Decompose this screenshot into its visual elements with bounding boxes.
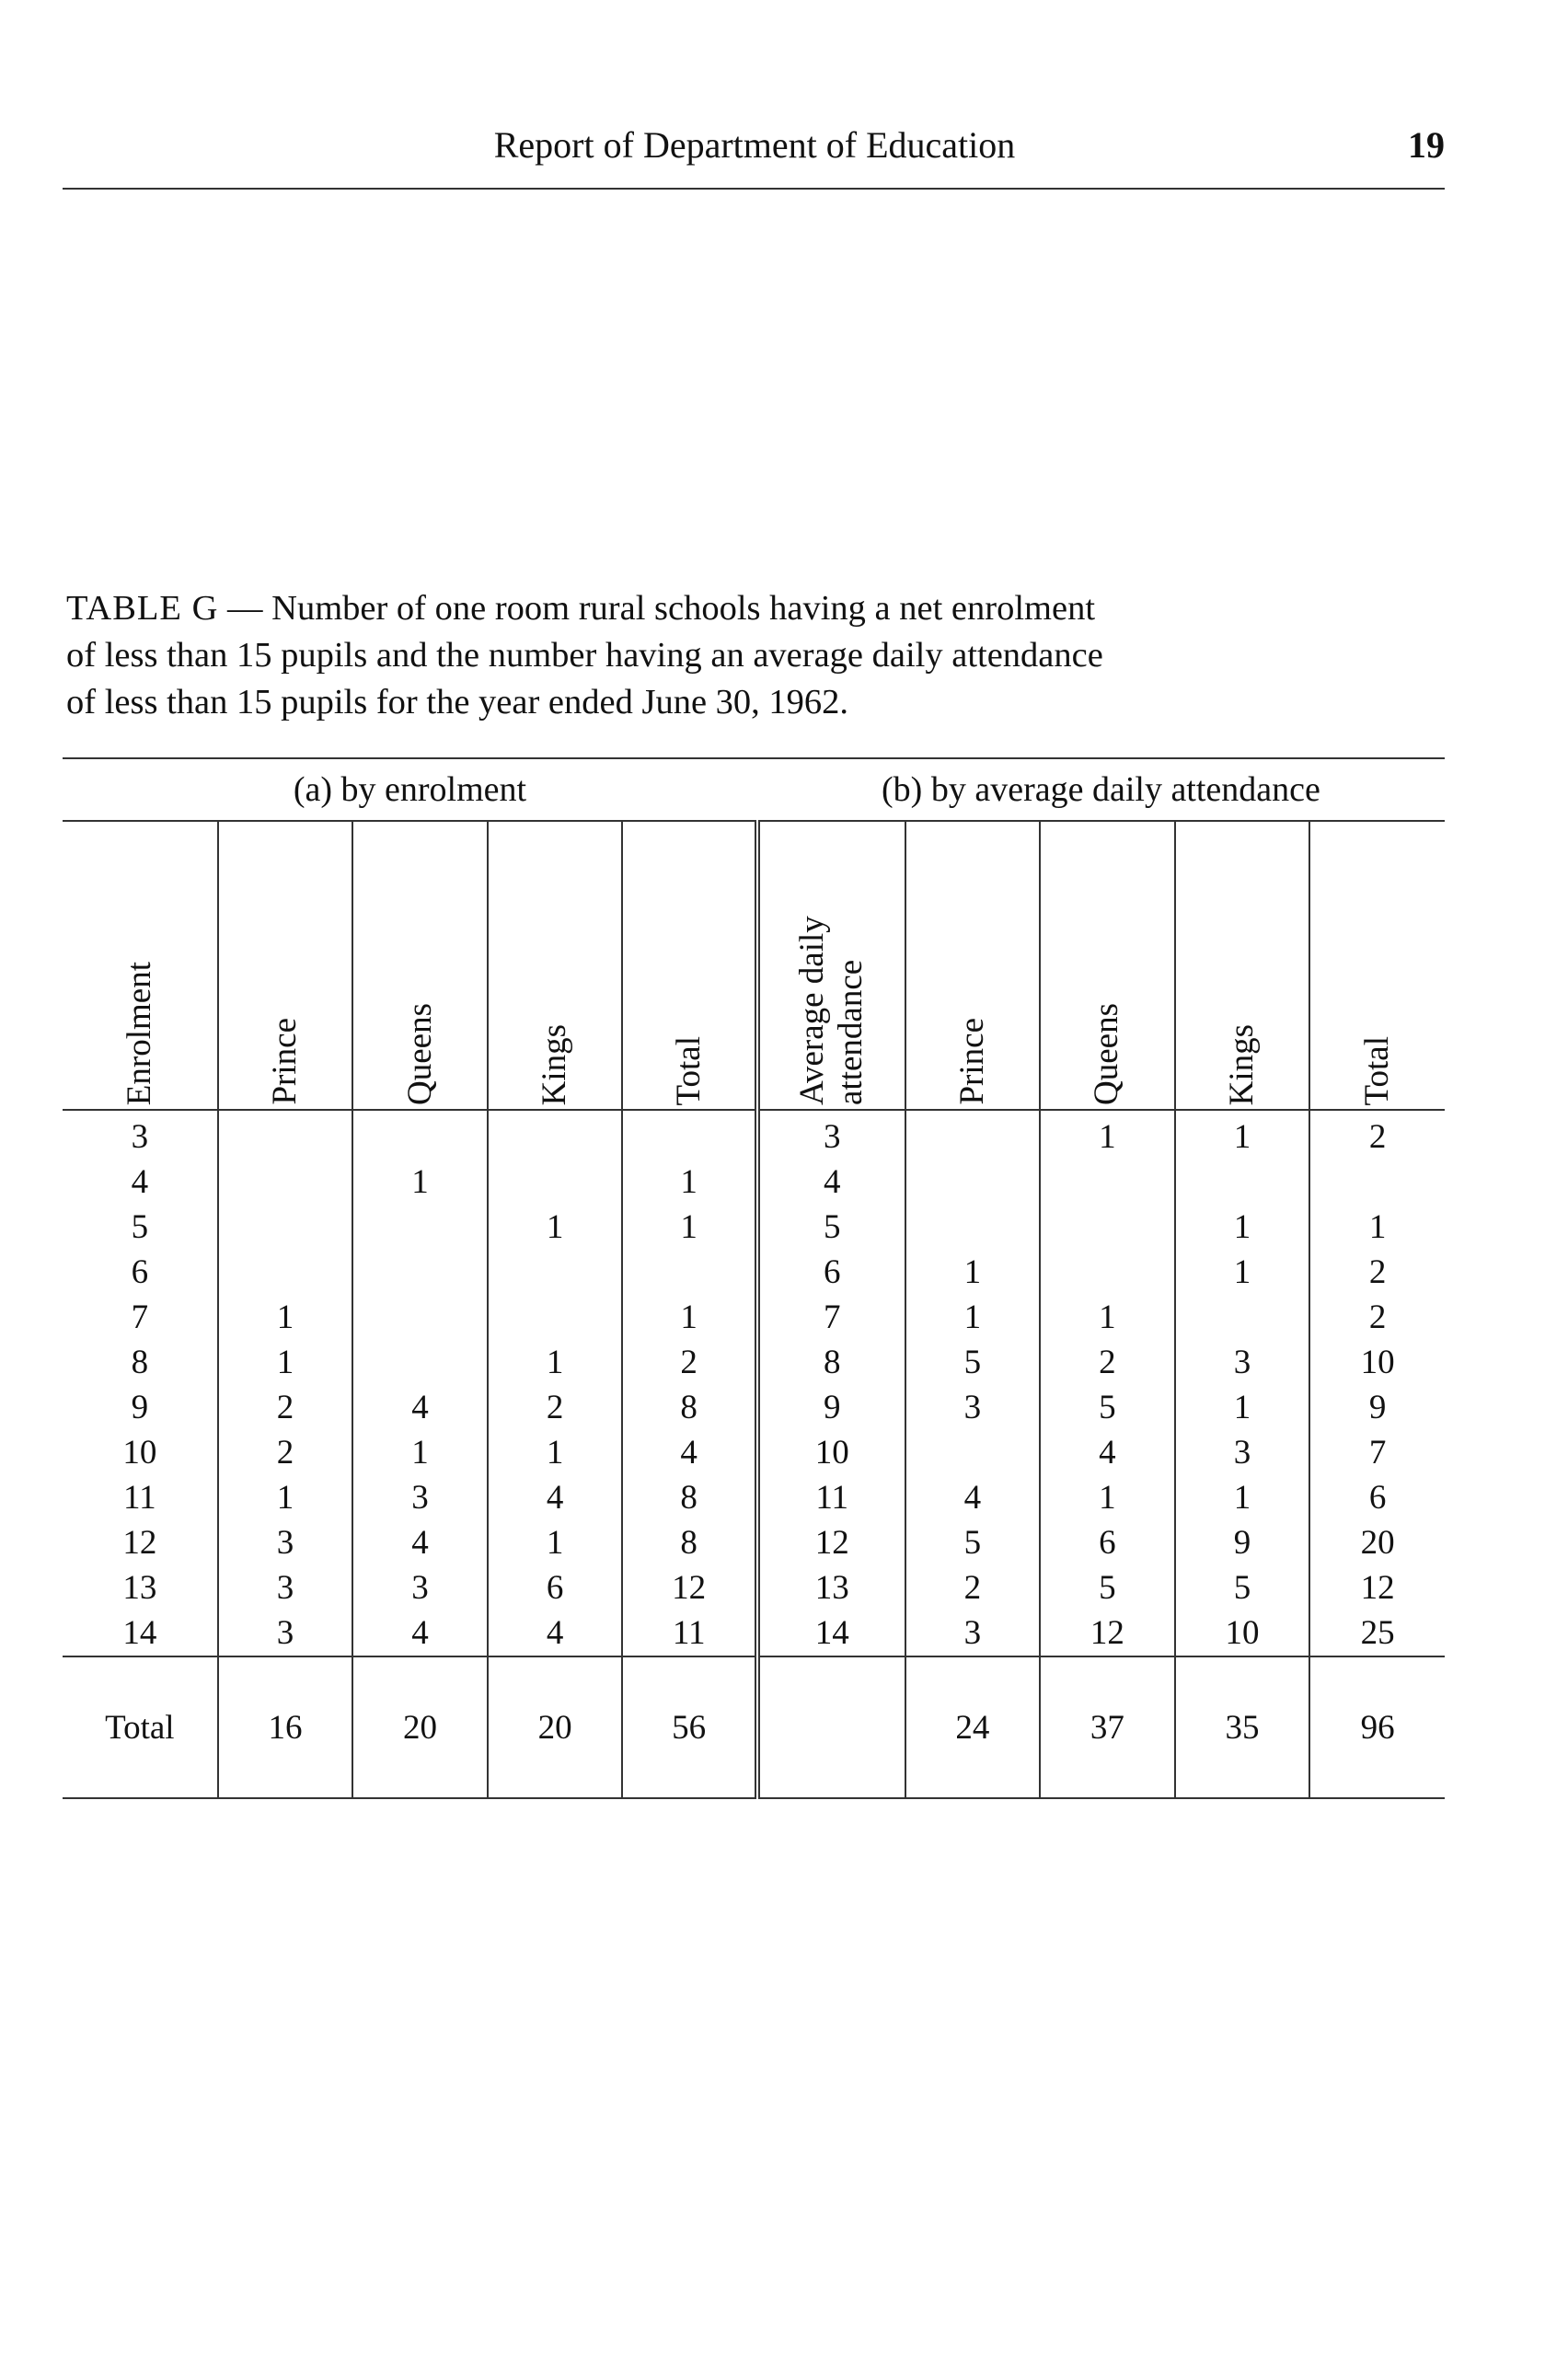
table-row	[63, 1250, 1445, 1295]
table-cell: 1	[352, 1430, 488, 1475]
table-cell	[757, 1656, 905, 1798]
table-cell: 9	[1175, 1520, 1310, 1565]
table-cell: 3	[218, 1565, 353, 1610]
table-cell: 25	[1309, 1610, 1445, 1656]
table-cell: 5	[905, 1520, 1041, 1565]
table-cell: 1	[1040, 1110, 1175, 1160]
table-cell: 1	[1175, 1385, 1310, 1430]
table-cell: 6	[757, 1250, 905, 1295]
column-header: Enrolment	[63, 821, 218, 1110]
table-cell: 6	[1040, 1520, 1175, 1565]
table-cell: 3	[1175, 1430, 1310, 1475]
group-header-enrolment: (a) by enrolment	[63, 758, 757, 821]
table-cell: 1	[218, 1340, 353, 1385]
table-cell	[488, 1250, 623, 1295]
table-cell	[488, 1110, 623, 1160]
table-row	[63, 1295, 1445, 1340]
table-row	[63, 1205, 1445, 1250]
column-header: Kings	[1175, 821, 1310, 1110]
table-cell: 20	[488, 1656, 623, 1798]
group-header-attendance: (b) by average daily attendance	[757, 758, 1445, 821]
table-footer	[63, 1656, 1445, 1798]
table-cell: 1	[1175, 1250, 1310, 1295]
header-rule	[63, 188, 1445, 190]
table-cell	[352, 1110, 488, 1160]
table-cell: 9	[1309, 1385, 1445, 1430]
table-cell: 12	[1309, 1565, 1445, 1610]
row-label: 5	[131, 1208, 149, 1246]
table-cell: 1	[1175, 1110, 1310, 1160]
caption-line-2: of less than 15 pupils and the number having an average daily attendance	[66, 636, 1103, 675]
table-cell: 2	[218, 1430, 353, 1475]
table-cell: 3	[352, 1475, 488, 1520]
table-cell: 8	[622, 1385, 757, 1430]
table-cell	[1309, 1160, 1445, 1205]
table-cell: 11	[757, 1475, 905, 1520]
table-cell: 5	[1040, 1565, 1175, 1610]
table-row	[63, 1160, 1445, 1205]
table-cell	[905, 1205, 1041, 1250]
table-cell: 13	[757, 1565, 905, 1610]
table-cell: 3	[218, 1520, 353, 1565]
row-label: 14	[122, 1614, 157, 1652]
table-cell: 2	[1040, 1340, 1175, 1385]
column-header: Queens	[352, 821, 488, 1110]
table-cell	[352, 1340, 488, 1385]
column-header-row	[63, 821, 1445, 1110]
table-cell: 3	[352, 1565, 488, 1610]
table-cell: 4	[352, 1520, 488, 1565]
column-header: Total	[622, 821, 757, 1110]
table-cell	[1175, 1160, 1310, 1205]
column-header: Kings	[488, 821, 623, 1110]
table-cell: 1	[488, 1430, 623, 1475]
table-cell	[905, 1110, 1041, 1160]
table-cell: 4	[352, 1385, 488, 1430]
table-cell	[488, 1160, 623, 1205]
table-cell	[1040, 1250, 1175, 1295]
table-cell: 6	[488, 1565, 623, 1610]
table-cell: 4	[1040, 1430, 1175, 1475]
table-caption	[66, 585, 1447, 726]
table-cell: 1	[1040, 1295, 1175, 1340]
row-label: 7	[131, 1298, 149, 1336]
table-cell: 2	[1309, 1110, 1445, 1160]
page-number: 19	[1408, 124, 1445, 166]
table-cell: 2	[1309, 1250, 1445, 1295]
table-cell: 7	[1309, 1430, 1445, 1475]
table-cell: 8	[757, 1340, 905, 1385]
table-cell: 12	[622, 1565, 757, 1610]
table-row	[63, 1340, 1445, 1385]
table-cell: 4	[622, 1430, 757, 1475]
table-cell: 4	[905, 1475, 1041, 1520]
table-cell: 1	[622, 1295, 757, 1340]
row-label: 12	[122, 1524, 157, 1562]
total-row	[63, 1656, 1445, 1798]
caption-line-1-text: Number of one room rural schools having a net enrolment	[271, 589, 1096, 628]
table-cell	[1040, 1160, 1175, 1205]
group-header-row	[63, 758, 1445, 821]
table-row	[63, 1430, 1445, 1475]
table-row	[63, 1610, 1445, 1656]
table-cell	[218, 1110, 353, 1160]
table-cell: 6	[1309, 1475, 1445, 1520]
column-header: Prince	[218, 821, 353, 1110]
table-cell: 1	[905, 1295, 1041, 1340]
table-cell	[622, 1110, 757, 1160]
table-cell: 4	[352, 1610, 488, 1656]
row-label: 9	[131, 1389, 149, 1426]
row-label: 10	[122, 1434, 157, 1472]
row-label: 13	[122, 1569, 157, 1607]
table-cell: 20	[352, 1656, 488, 1798]
table-row	[63, 1110, 1445, 1160]
table-cell: 1	[1175, 1475, 1310, 1520]
table-cell: 8	[622, 1520, 757, 1565]
table-cell: 12	[757, 1520, 905, 1565]
table-cell: 7	[757, 1295, 905, 1340]
table-cell: 1	[352, 1160, 488, 1205]
table-cell	[352, 1205, 488, 1250]
table-cell	[905, 1160, 1041, 1205]
table-cell: 2	[488, 1385, 623, 1430]
table-cell: 2	[218, 1385, 353, 1430]
table-cell: 1	[488, 1520, 623, 1565]
table-cell: 10	[1175, 1610, 1310, 1656]
row-label: 4	[131, 1163, 149, 1201]
table-cell: 4	[757, 1160, 905, 1205]
row-label: 3	[131, 1118, 149, 1156]
caption-label: TABLE G	[66, 589, 219, 628]
table-cell	[352, 1295, 488, 1340]
table-cell: 3	[218, 1610, 353, 1656]
table-cell: 1	[218, 1295, 353, 1340]
running-head-title: Report of Department of Education	[493, 124, 1016, 166]
table-cell: 10	[1309, 1340, 1445, 1385]
table-cell: 5	[757, 1205, 905, 1250]
table-cell: 5	[1040, 1385, 1175, 1430]
table-body	[63, 1110, 1445, 1656]
table-cell	[352, 1250, 488, 1295]
table-cell: 1	[218, 1475, 353, 1520]
table-cell: 24	[905, 1656, 1041, 1798]
table-cell: 96	[1309, 1656, 1445, 1798]
table-row	[63, 1385, 1445, 1430]
table-cell: 16	[218, 1656, 353, 1798]
table-cell: 8	[622, 1475, 757, 1520]
column-header: Queens	[1040, 821, 1175, 1110]
caption-line-1	[66, 585, 1447, 632]
table-cell: 4	[488, 1475, 623, 1520]
table-cell	[218, 1250, 353, 1295]
table-cell: 1	[488, 1205, 623, 1250]
table-cell: 2	[622, 1340, 757, 1385]
table-row	[63, 1475, 1445, 1520]
row-label: 8	[131, 1344, 149, 1381]
table-cell	[218, 1160, 353, 1205]
data-table	[63, 757, 1445, 1799]
table-cell: 1	[622, 1205, 757, 1250]
table-cell: 14	[757, 1610, 905, 1656]
table-cell: 2	[1309, 1295, 1445, 1340]
table-row	[63, 1520, 1445, 1565]
table-cell: 10	[757, 1430, 905, 1475]
table-cell: 1	[905, 1250, 1041, 1295]
row-label: 11	[123, 1479, 156, 1517]
table-cell: 11	[622, 1610, 757, 1656]
column-header: Average daily attendance	[757, 821, 905, 1110]
running-head	[64, 118, 1445, 173]
table-cell	[218, 1205, 353, 1250]
table-cell: 1	[1309, 1205, 1445, 1250]
row-label: 6	[131, 1253, 149, 1291]
table-cell: 3	[1175, 1340, 1310, 1385]
table-cell: 4	[488, 1610, 623, 1656]
table-cell: 5	[1175, 1565, 1310, 1610]
table-cell: 20	[1309, 1520, 1445, 1565]
table-row	[63, 1565, 1445, 1610]
table-cell: 1	[488, 1340, 623, 1385]
table-cell	[1175, 1295, 1310, 1340]
table-cell: 1	[622, 1160, 757, 1205]
column-header: Prince	[905, 821, 1041, 1110]
table-cell: 1	[1175, 1205, 1310, 1250]
table-cell: 3	[905, 1610, 1041, 1656]
total-label: Total	[63, 1656, 218, 1798]
caption-dash: —	[227, 589, 263, 628]
column-header: Total	[1309, 821, 1445, 1110]
table-cell: 56	[622, 1656, 757, 1798]
table-cell: 1	[1040, 1475, 1175, 1520]
table-cell: 3	[905, 1385, 1041, 1430]
table-cell	[905, 1430, 1041, 1475]
table-cell: 9	[757, 1385, 905, 1430]
table-cell: 2	[905, 1565, 1041, 1610]
table-cell: 12	[1040, 1610, 1175, 1656]
table-cell	[488, 1295, 623, 1340]
caption-line-3: of less than 15 pupils for the year ended June 30, 1962.	[66, 683, 849, 721]
table-cell	[622, 1250, 757, 1295]
table-cell: 37	[1040, 1656, 1175, 1798]
table-cell: 3	[757, 1110, 905, 1160]
table-cell	[1040, 1205, 1175, 1250]
table-cell: 35	[1175, 1656, 1310, 1798]
table-cell: 5	[905, 1340, 1041, 1385]
